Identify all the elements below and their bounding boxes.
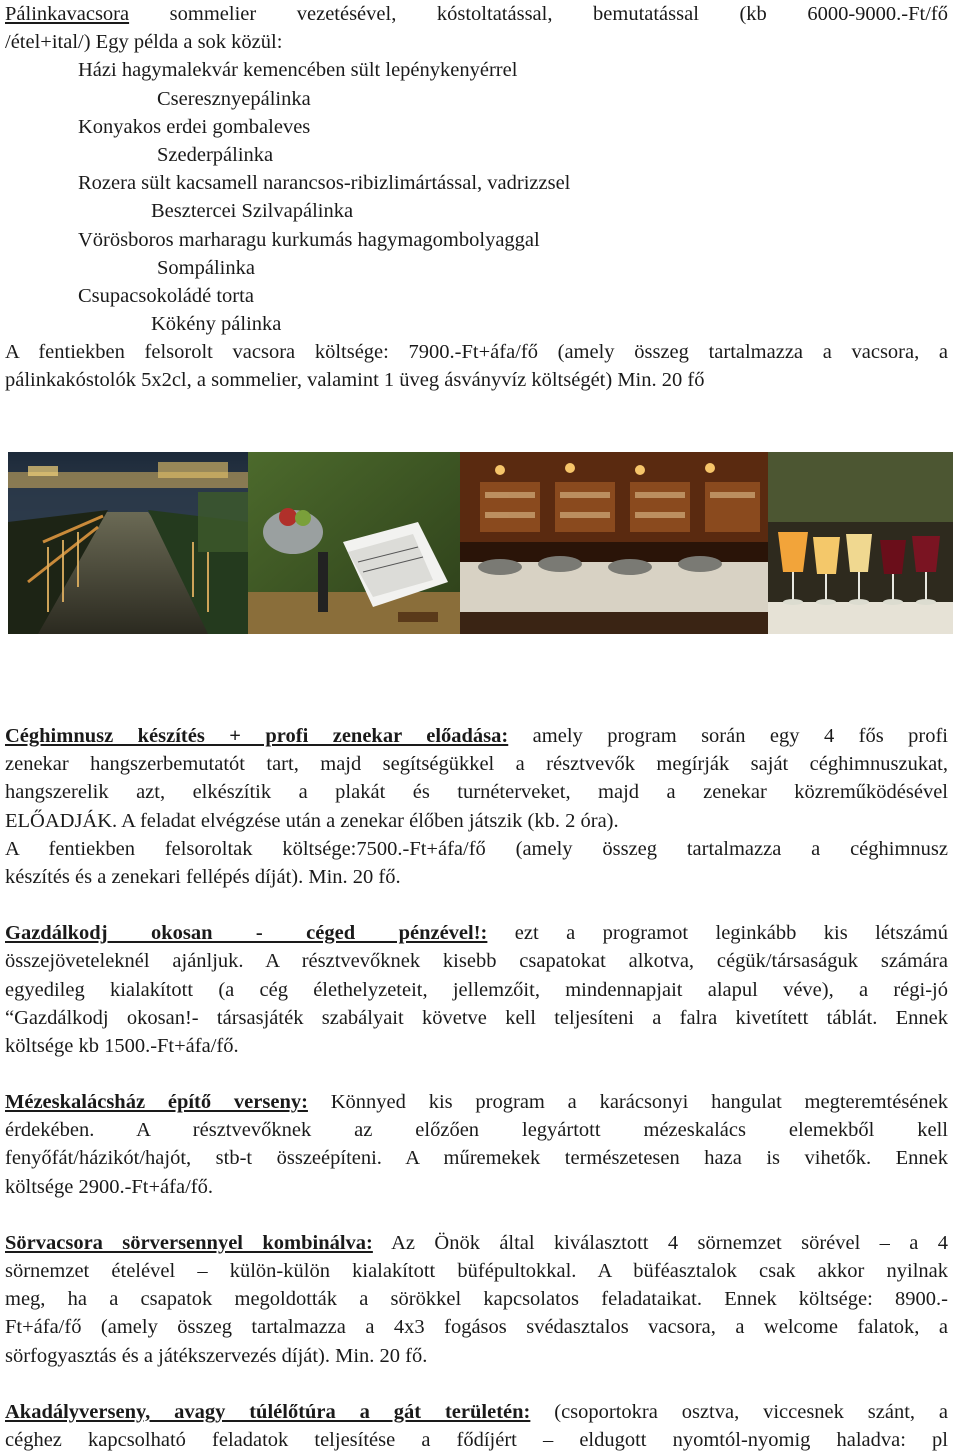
program-text: Könnyed kis program a karácsonyi hangulat megteremtésének	[307, 1091, 948, 1114]
program-text: költsége kb 1500.-Ft+áfa/fő.	[5, 1034, 239, 1057]
intro-line-1-text: sommelier vezetésével, kóstoltatással, bemutatással (kb 6000-9000.-Ft/fő	[129, 3, 948, 25]
program-text: zenekar hangszerbemutatót tart, majd segítségükkel a résztvevők megírják saját céghimnuszukat,	[5, 753, 948, 776]
program-text: A fentiekben felsoroltak költsége:7500.-Ft+áfa/fő (amely összeg tartalmazza a céghimnusz	[5, 837, 948, 860]
program-heading-line	[5, 1088, 948, 1116]
boardwalk-image	[8, 452, 248, 634]
program-text: (csoportokra osztva, viccesnek szánt, a	[530, 1400, 949, 1423]
program-text: fenyőfát/házikót/hajót, stb-t összeépíteni. A műremekek természetesen haza is vihetők. Ennek	[5, 1147, 948, 1170]
menu-item: Sompálinka	[157, 256, 255, 279]
program-title: Gazdálkodj okosan - céged pénzével!:	[5, 922, 488, 945]
program-text: hangszerelik azt, elkészítik a plakát és turnéterveket, majd a zenekar közreműködésével	[5, 781, 948, 804]
program-text: meg, ha a csapatok megoldották a sörökkel kapcsolatos feladataikat. Ennek költsége: 8900.-	[5, 1288, 948, 1311]
photo-strip	[8, 452, 953, 634]
program-text: ELŐADJÁK. A feladat elvégzése után a zenekar élőben játszik (kb. 2 óra).	[5, 809, 619, 832]
program-text: sörnemzet ételével – külön-külön kialakított büfépultokkal. A büféasztalok csak akkor nyilnak	[5, 1260, 948, 1282]
menu-item: Cseresznyepálinka	[157, 87, 311, 110]
photo-glasses	[768, 452, 953, 634]
menu-item: Kökény pálinka	[151, 313, 282, 336]
menu-item: Konyakos erdei gombaleves	[78, 115, 311, 138]
page-top	[5, 0, 948, 395]
program-heading-line	[5, 919, 948, 947]
program-text: költsége 2900.-Ft+áfa/fő.	[5, 1175, 213, 1198]
intro-line-1	[5, 0, 948, 28]
program-title: Akadályverseny, avagy túlélőtúra a gát területén:	[5, 1400, 531, 1423]
program-text: sörfogyasztás és a játékszervezés díját). Min. 20 fő.	[5, 1344, 428, 1367]
menu-item: Besztercei Szilvapálinka	[151, 200, 354, 223]
intro-title: Pálinkavacsora	[5, 3, 130, 25]
program-text: ezt a programot leginkább kis létszámú	[487, 922, 948, 945]
intro-line-2: /étel+ital/) Egy példa a sok közül:	[5, 31, 283, 54]
program-heading-line	[5, 1398, 948, 1426]
program-text: Az Önök által kiválasztott 4 sörnemzet sörével – a 4	[372, 1231, 949, 1254]
program-title: Sörvacsora sörversennyel kombinálva:	[5, 1231, 373, 1254]
menu-item: Házi hagymalekvár kemencében sült lepénykenyérrel	[78, 59, 518, 82]
program-text: Ft+áfa/fő (amely összeg tartalmazza a 4x3 fogásos svédasztalos vacsora, a welcome falatok, a	[5, 1316, 948, 1339]
photo-basket	[248, 452, 460, 634]
program-text: összejöveteleknél ajánljuk. A résztvevőknek kisebb csapatokat alkotva, cégük/társaságuk számára	[5, 950, 948, 973]
program-text: amely program során egy 4 fős profi	[508, 725, 948, 747]
price-note-line-2: pálinkakóstolók 5x2cl, a sommelier, valamint 1 üveg ásványvíz költségét) Min. 20 fő	[5, 369, 705, 392]
photo-boardwalk	[8, 452, 248, 634]
basket-image	[248, 452, 460, 634]
program-text: készítés és a zenekari fellépés díját). Min. 20 fő.	[5, 865, 401, 888]
program-title: Mézeskalácsház építő verseny:	[5, 1091, 308, 1114]
program-text: érdekében. A résztvevőknek az előzően legyártott mézeskalács elemekből kell	[5, 1119, 948, 1142]
glasses-image	[768, 452, 953, 634]
program-heading-line	[5, 1229, 948, 1257]
buffet-image	[460, 452, 768, 634]
menu-item: Szederpálinka	[157, 143, 274, 166]
program-text: egyedileg kialakított (a cég élethelyzeteit, jellemzőit, mindennapjait alapul véve), a régi-jó	[5, 978, 948, 1001]
program-text: céghez kapcsolható feladatok teljesítése a fődíjért – eldugott nyomtól-nyomig haladva: pl	[5, 1428, 948, 1451]
program-heading-line	[5, 722, 948, 750]
price-note-line-1: A fentiekben felsorolt vacsora költsége: 7900.-Ft+áfa/fő (amely összeg tartalmazza a vacsora, a	[5, 341, 948, 364]
menu-item: Rozera sült kacsamell narancsos-ribizlimártással, vadrizzsel	[78, 172, 571, 195]
programs	[5, 722, 948, 1454]
program-text: “Gazdálkodj okosan!- társasjáték szabályait követve kell teljesíteni a falra kivetített táblát. Ennek	[5, 1006, 948, 1029]
program-title: Céghimnusz készítés + profi zenekar előadása:	[5, 725, 509, 747]
menu-item: Csupacsokoládé torta	[78, 284, 254, 307]
photo-buffet	[460, 452, 768, 634]
menu-item: Vörösboros marharagu kurkumás hagymagombolyaggal	[78, 228, 540, 251]
